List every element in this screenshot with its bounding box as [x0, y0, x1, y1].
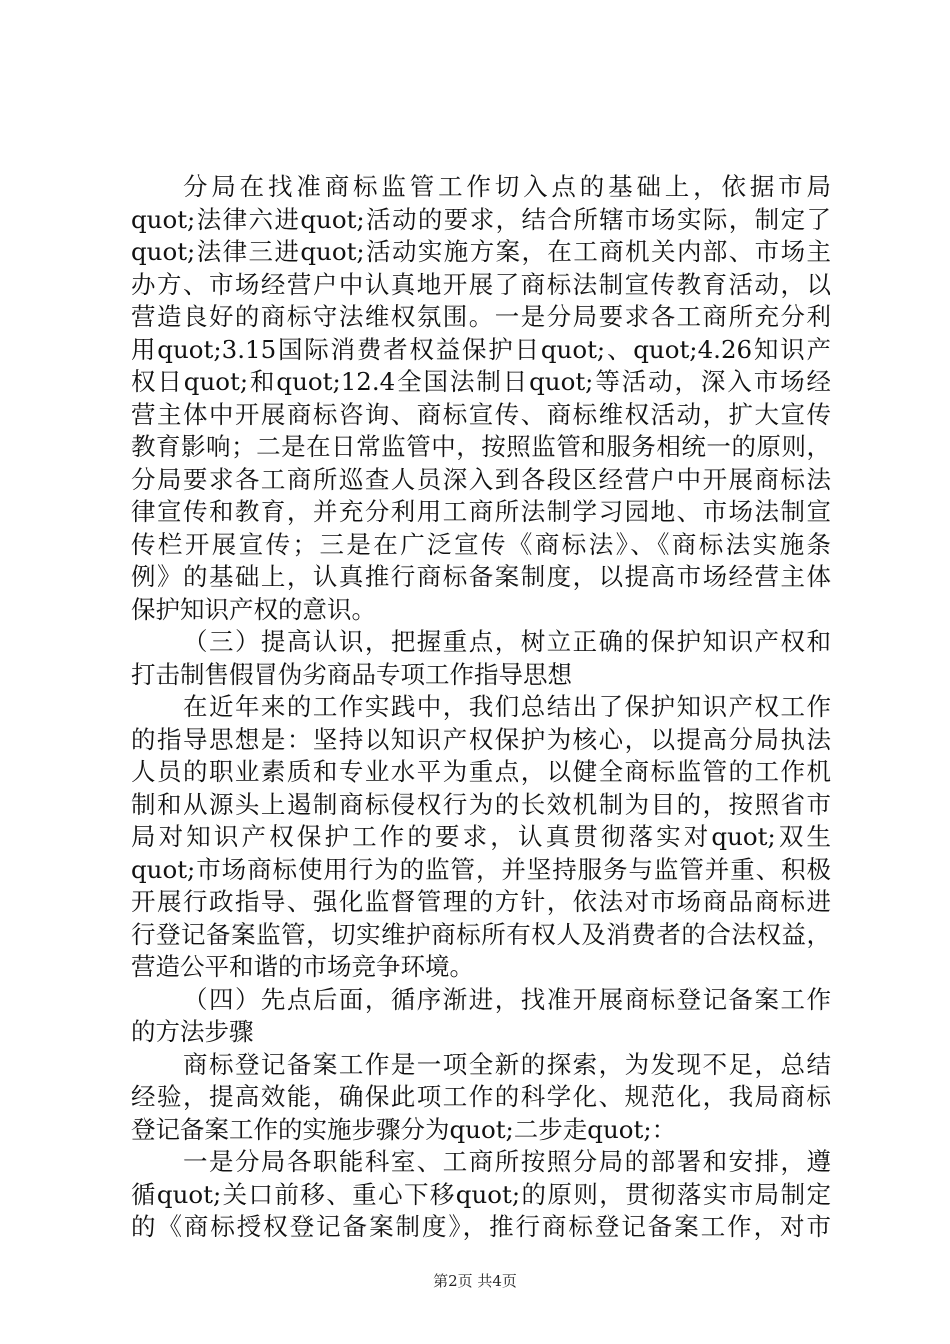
text-line: 律宣传和教育，并充分利用工商所法制学习园地、市场法制宣 [131, 497, 831, 526]
text-line: 营造公平和谐的市场竞争环境。 [131, 952, 474, 981]
text-line: 传栏开展宣传；三是在广泛宣传《商标法》、《商标法实施条 [131, 529, 831, 559]
document-body [131, 171, 831, 1244]
section-heading-line: （三）提高认识，把握重点，树立正确的保护知识产权和 [183, 627, 831, 656]
section-heading-line: 的方法步骤 [131, 1017, 254, 1046]
text-line: 营造良好的商标守法维权氛围。一是分局要求各工商所充分利 [131, 302, 831, 331]
text-line: quot;法律三进quot;活动实施方案，在工商机关内部、市场主 [131, 237, 831, 266]
text-line: 一是分局各职能科室、工商所按照分局的部署和安排，遵 [183, 1147, 831, 1176]
text-line: 用quot;3.15国际消费者权益保护日quot;、quot;4.26知识产 [131, 334, 831, 364]
text-line: 登记备案工作的实施步骤分为quot;二步走quot;： [131, 1114, 677, 1144]
text-line: 教育影响；二是在日常监管中，按照监管和服务相统一的原则， [131, 432, 831, 461]
text-line: 分局要求各工商所巡查人员深入到各段区经营户中开展商标法 [131, 464, 831, 494]
text-line: 权日quot;和quot;12.4全国法制日quot;等活动，深入市场经 [131, 367, 831, 396]
text-line: quot;法律六进quot;活动的要求，结合所辖市场实际，制定了 [131, 204, 831, 234]
text-line: 在近年来的工作实践中，我们总结出了保护知识产权工作 [183, 692, 831, 721]
text-line: 的《商标授权登记备案制度》，推行商标登记备案工作，对市 [131, 1212, 831, 1241]
text-line: 的指导思想是：坚持以知识产权保护为核心，以提高分局执法 [131, 724, 831, 754]
section-heading-line: （四）先点后面，循序渐进，找准开展商标登记备案工作 [183, 984, 831, 1014]
text-line: 人员的职业素质和专业水平为重点，以健全商标监管的工作机 [131, 757, 831, 786]
text-line: 开展行政指导、强化监督管理的方针，依法对市场商品商标进 [131, 887, 831, 916]
text-line: 分局在找准商标监管工作切入点的基础上，依据市局 [183, 172, 831, 201]
section-heading-line: 打击制售假冒伪劣商品专项工作指导思想 [131, 659, 572, 689]
page-number-footer: 第2页 共4页 [433, 1272, 517, 1290]
text-line: 循quot;关口前移、重心下移quot;的原则，贯彻落实市局制定 [131, 1179, 831, 1209]
text-line: 营主体中开展商标咨询、商标宣传、商标维权活动，扩大宣传 [131, 399, 831, 429]
text-line: 商标登记备案工作是一项全新的探索，为发现不足，总结 [183, 1049, 831, 1079]
text-line: 局对知识产权保护工作的要求，认真贯彻落实对quot;双生 [131, 822, 831, 851]
text-line: 行登记备案监管，切实维护商标所有权人及消费者的合法权益， [131, 919, 831, 949]
text-line: 经验，提高效能，确保此项工作的科学化、规范化，我局商标 [131, 1082, 831, 1111]
text-line: 办方、市场经营户中认真地开展了商标法制宣传教育活动，以 [131, 269, 831, 299]
text-line: quot;市场商标使用行为的监管，并坚持服务与监管并重、积极 [131, 854, 831, 884]
text-line: 保护知识产权的意识。 [131, 594, 376, 624]
text-line: 制和从源头上遏制商标侵权行为的长效机制为目的，按照省市 [131, 789, 831, 819]
text-line: 例》的基础上，认真推行商标备案制度，以提高市场经营主体 [131, 562, 831, 591]
